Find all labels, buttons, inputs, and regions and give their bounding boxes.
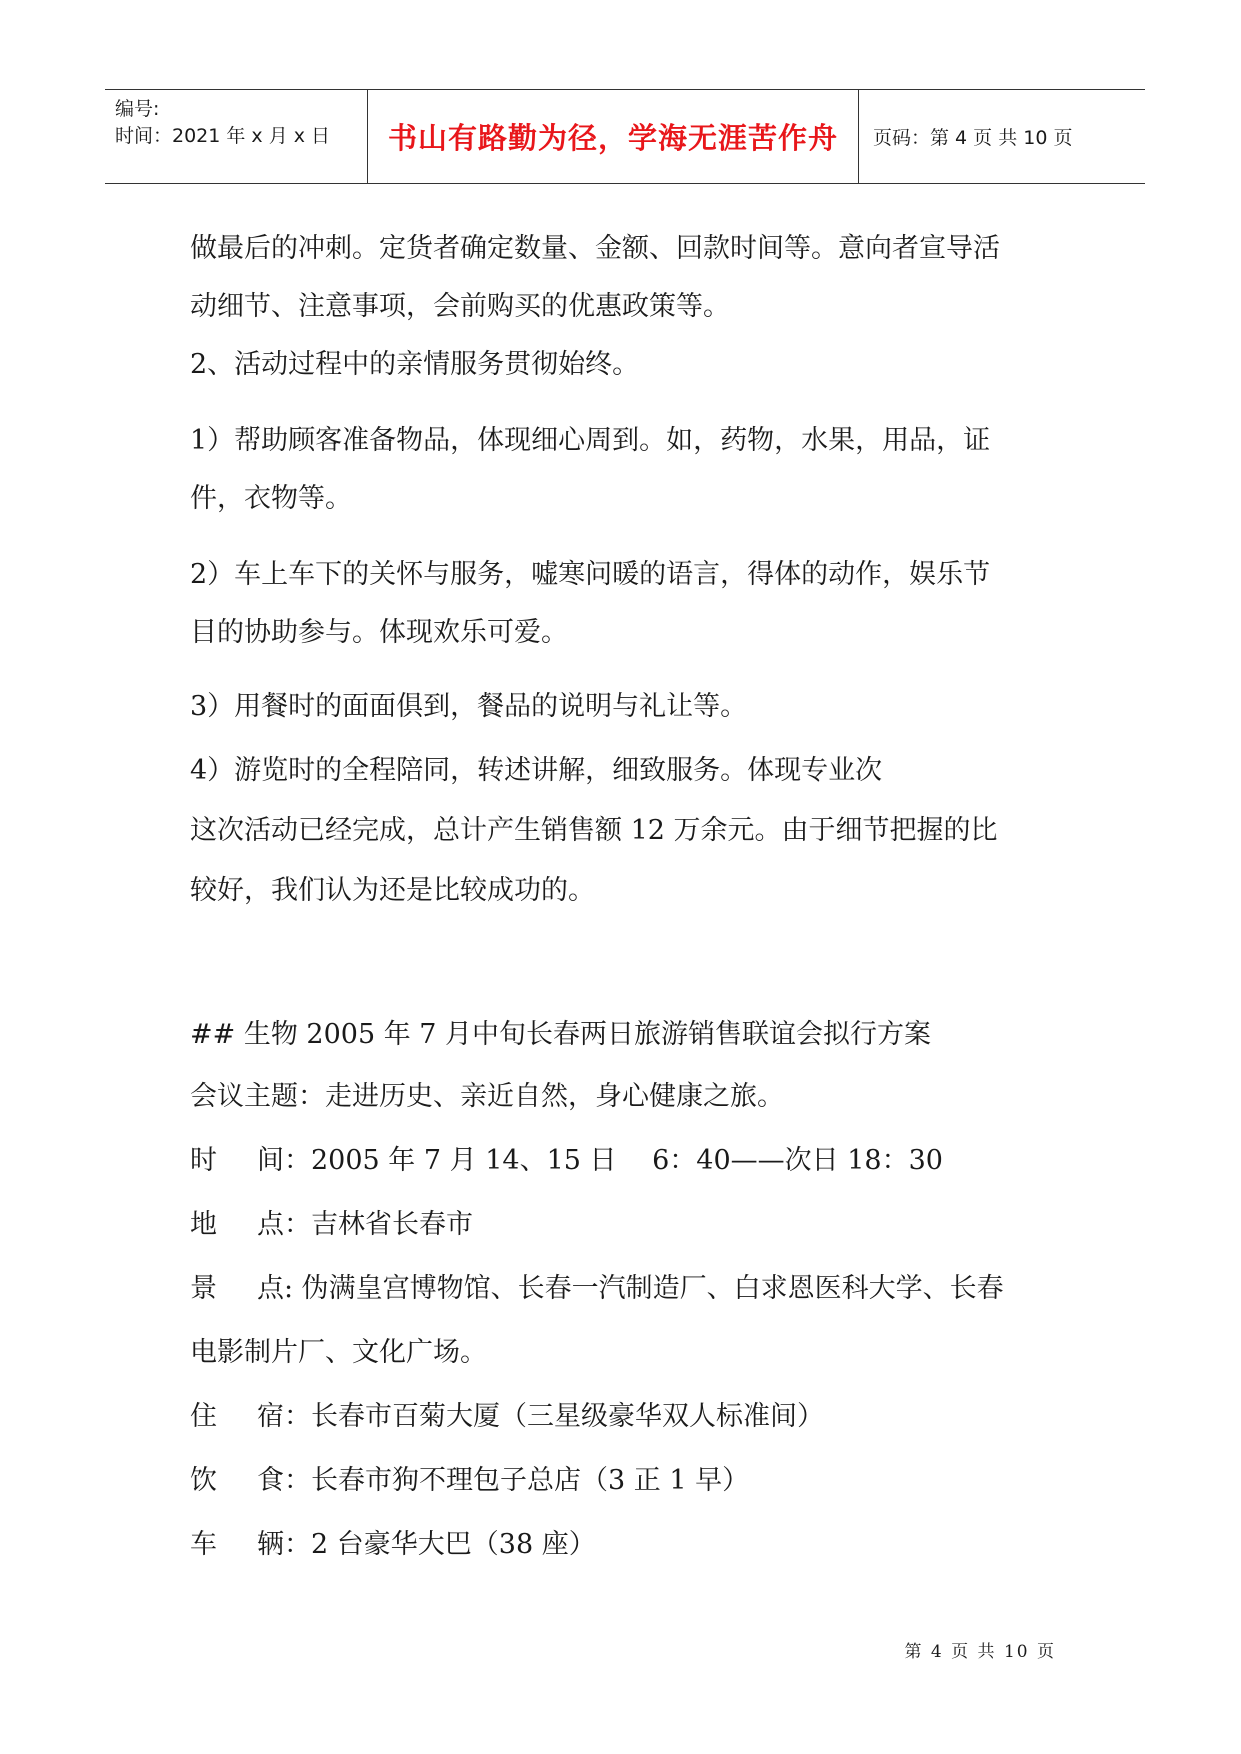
- body-line: 2）车上车下的关怀与服务，嘘寒问暖的语言，得体的动作，娱乐节: [190, 559, 991, 590]
- meeting-place-label: 地: [190, 1209, 217, 1240]
- header-meta-cell: [105, 90, 368, 183]
- meeting-vehicle-value: 辆：2 台豪华大巴（38 座）: [257, 1529, 596, 1560]
- meeting-time-label: 时: [190, 1145, 217, 1176]
- meeting-food-label: 饮: [190, 1465, 217, 1496]
- meeting-theme: 会议主题：走进历史、亲近自然，身心健康之旅。: [190, 1081, 784, 1112]
- meeting-vehicle: [190, 1522, 1070, 1561]
- document-header: [105, 89, 1145, 184]
- header-page-info: 页码：第 4 页 共 10 页: [873, 127, 1073, 149]
- body-line: 目的协助参与。体现欢乐可爱。: [190, 617, 568, 648]
- document-number-label: 编号:: [115, 98, 160, 120]
- meeting-vehicle-label: 车: [190, 1529, 217, 1560]
- section-title: ## 生物 2005 年 7 月中旬长春两日旅游销售联谊会拟行方案: [190, 1019, 932, 1050]
- meeting-place-value: 点：吉林省长春市: [257, 1209, 473, 1240]
- meeting-sights: [190, 1266, 1070, 1305]
- meeting-lodging-value: 宿：长春市百菊大厦（三星级豪华双人标准间）: [257, 1401, 824, 1432]
- body-line: 这次活动已经完成，总计产生销售额 12 万余元。由于细节把握的比: [190, 815, 998, 846]
- meeting-lodging-label: 住: [190, 1401, 217, 1432]
- meeting-sights-value: 点: 伪满皇宫博物馆、长春一汽制造厂、白求恩医科大学、长春: [257, 1273, 1004, 1304]
- meeting-sights-continued: 电影制片厂、文化广场。: [190, 1337, 487, 1368]
- meeting-sights-label: 景: [190, 1273, 217, 1304]
- document-time-label: 时间：2021 年 x 月 x 日: [115, 125, 331, 147]
- body-line: 3）用餐时的面面俱到，餐品的说明与礼让等。: [190, 691, 748, 722]
- meeting-place: [190, 1202, 1070, 1241]
- body-line: 2、活动过程中的亲情服务贯彻始终。: [190, 349, 640, 380]
- meeting-lodging: [190, 1394, 1070, 1433]
- body-line: 件，衣物等。: [190, 483, 352, 514]
- body-line: 做最后的冲刺。定货者确定数量、金额、回款时间等。意向者宣导活: [190, 233, 1000, 264]
- body-line: 较好，我们认为还是比较成功的。: [190, 875, 595, 906]
- body-line: 动细节、注意事项，会前购买的优惠政策等。: [190, 291, 730, 322]
- body-line: 4）游览时的全程陪同，转述讲解，细致服务。体现专业次: [190, 755, 883, 786]
- page-footer: 第 4 页 共 10 页: [904, 1642, 1056, 1662]
- body-line: 1）帮助顾客准备物品，体现细心周到。如，药物，水果，用品，证: [190, 425, 991, 456]
- meeting-time-value: 间：2005 年 7 月 14、15 日 6：40——次日 18：30: [257, 1145, 943, 1176]
- meeting-food-value: 食：长春市狗不理包子总店（3 正 1 早）: [257, 1465, 750, 1496]
- meeting-food: [190, 1458, 1070, 1497]
- header-motto: 书山有路勤为径，学海无涯苦作舟: [368, 90, 859, 183]
- meeting-time: [190, 1138, 1070, 1177]
